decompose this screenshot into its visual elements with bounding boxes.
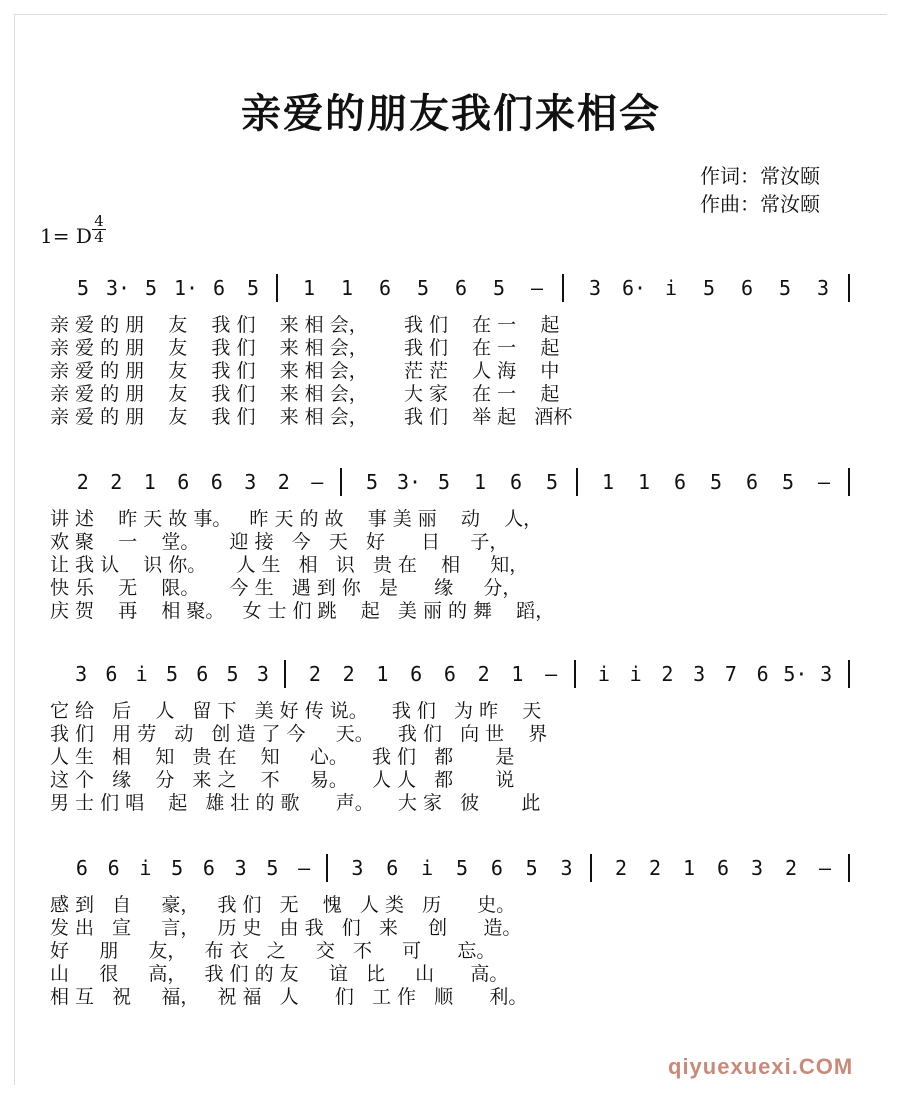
note: 3 bbox=[351, 856, 364, 880]
bar-line bbox=[848, 274, 850, 302]
note: 7 bbox=[724, 662, 737, 686]
note: 5 bbox=[709, 470, 723, 494]
note: 3 bbox=[75, 662, 88, 686]
note: 1 bbox=[143, 470, 156, 494]
note: 3· bbox=[106, 276, 131, 300]
lyric-line: 好 朋 友， 布 衣 之 交 不 可 忘。 bbox=[50, 940, 496, 962]
note: 6 bbox=[202, 856, 215, 880]
note: 5 bbox=[171, 856, 184, 880]
lyric-line: 亲 爱 的 朋 友 我 们 来 相 会， 我 们 举 起 酒杯 bbox=[50, 406, 573, 428]
note: 2 bbox=[648, 856, 662, 880]
note: 3 bbox=[560, 856, 573, 880]
note: 6 bbox=[443, 662, 456, 686]
note: 6 bbox=[210, 470, 223, 494]
note: 5 bbox=[525, 856, 538, 880]
note: 3 bbox=[693, 662, 706, 686]
lyric-line: 让 我 认 识 你。 人 生 相 识 贵 在 相 知， bbox=[50, 554, 529, 576]
note: 2 bbox=[614, 856, 628, 880]
note: 3 bbox=[816, 276, 830, 300]
note: 5 bbox=[165, 662, 179, 686]
note: i bbox=[139, 856, 152, 880]
note: 6 bbox=[745, 470, 759, 494]
note: 2 bbox=[784, 856, 798, 880]
bar-line bbox=[576, 468, 578, 496]
note: 5 bbox=[781, 470, 795, 494]
note: 1 bbox=[637, 470, 651, 494]
note: 6 bbox=[490, 856, 503, 880]
bar-line bbox=[276, 274, 278, 302]
note: 6 bbox=[105, 662, 118, 686]
note: 1 bbox=[302, 276, 316, 300]
note: — bbox=[298, 856, 311, 880]
lyric-line: 相 互 祝 福， 祝 福 人 们 工 作 顺 利。 bbox=[50, 986, 528, 1008]
note: 2 bbox=[342, 662, 355, 686]
time-signature-denominator: 4 bbox=[92, 229, 106, 245]
note: 5 bbox=[455, 856, 469, 880]
note: 1· bbox=[174, 276, 199, 300]
note: 5 bbox=[778, 276, 792, 300]
lyric-line: 它 给 后 人 留 下 美 好 传 说。 我 们 为 昨 天 bbox=[50, 700, 542, 722]
note: 5 bbox=[76, 276, 90, 300]
note: — bbox=[817, 470, 831, 494]
key-signature: 1= D bbox=[40, 224, 92, 248]
lyric-line: 男 士 们 唱 起 雄 壮 的 歌 声。 大 家 彼 此 bbox=[50, 792, 541, 814]
bar-line bbox=[590, 854, 592, 882]
note: 3 bbox=[244, 470, 257, 494]
note: 5 bbox=[266, 856, 279, 880]
note: 6 bbox=[410, 662, 423, 686]
lyric-line: 亲 爱 的 朋 友 我 们 来 相 会， 我 们 在 一 起 bbox=[50, 337, 560, 359]
lyric-line: 山 很 高， 我 们 的 友 谊 比 山 高。 bbox=[50, 963, 509, 985]
note: 1 bbox=[376, 662, 389, 686]
note: 6 bbox=[196, 662, 209, 686]
note: 3 bbox=[820, 662, 833, 686]
note: — bbox=[818, 856, 832, 880]
note: 6· bbox=[622, 276, 647, 300]
note: 1 bbox=[473, 470, 487, 494]
note: 6 bbox=[75, 856, 88, 880]
note: 5 bbox=[492, 276, 506, 300]
note: 6 bbox=[177, 470, 190, 494]
lyric-line: 这 个 缘 分 来 之 不 易。 人 人 都 说 bbox=[50, 769, 515, 791]
note: 3 bbox=[234, 856, 247, 880]
note: 5 bbox=[226, 662, 239, 686]
bar-line bbox=[848, 660, 850, 688]
note: 5 bbox=[246, 276, 260, 300]
note: 2 bbox=[110, 470, 123, 494]
lyricist-credit: 作词：常汝颐 bbox=[700, 164, 820, 188]
note: 6 bbox=[386, 856, 399, 880]
note: i bbox=[664, 276, 678, 300]
note: 5 bbox=[416, 276, 430, 300]
bar-line bbox=[284, 660, 286, 688]
note: 3 bbox=[588, 276, 602, 300]
lyric-line: 亲 爱 的 朋 友 我 们 来 相 会， 我 们 在 一 起 bbox=[50, 314, 560, 336]
note: 6 bbox=[107, 856, 120, 880]
note: 3 bbox=[256, 662, 269, 686]
bar-line bbox=[848, 854, 850, 882]
lyric-line: 发 出 宣 言， 历 史 由 我 们 来 创 造。 bbox=[50, 917, 522, 939]
note: — bbox=[545, 662, 558, 686]
note: i bbox=[597, 662, 610, 686]
note: 1 bbox=[601, 470, 615, 494]
note: 6 bbox=[509, 470, 523, 494]
note: 3· bbox=[397, 470, 422, 494]
bar-line bbox=[848, 468, 850, 496]
lyric-line: 欢 聚 一 堂。 迎 接 今 天 好 日 子， bbox=[50, 531, 509, 553]
lyric-line: 亲 爱 的 朋 友 我 们 来 相 会， 茫 茫 人 海 中 bbox=[50, 360, 560, 382]
note: 5 bbox=[365, 470, 379, 494]
note: 1 bbox=[511, 662, 524, 686]
note: i bbox=[421, 856, 434, 880]
note: 6 bbox=[716, 856, 730, 880]
note: 2 bbox=[308, 662, 321, 686]
note: 6 bbox=[673, 470, 687, 494]
note: i bbox=[135, 662, 148, 686]
note: 2 bbox=[277, 470, 290, 494]
song-title: 亲爱的朋友我们来相会 bbox=[241, 90, 661, 137]
lyric-line: 庆 贺 再 相 聚。 女 士 们 跳 起 美 丽 的 舞 蹈， bbox=[50, 600, 555, 622]
watermark: qiyuexuexi.COM bbox=[668, 1054, 854, 1079]
lyric-line: 我 们 用 劳 动 创 造 了 今 天。 我 们 向 世 界 bbox=[50, 723, 548, 745]
bar-line bbox=[562, 274, 564, 302]
bar-line bbox=[326, 854, 328, 882]
note: i bbox=[629, 662, 642, 686]
time-signature-numerator: 4 bbox=[94, 212, 104, 230]
bar-line bbox=[340, 468, 342, 496]
note: — bbox=[530, 276, 544, 300]
note: 3 bbox=[750, 856, 764, 880]
note: 2 bbox=[477, 662, 490, 686]
note: 1 bbox=[340, 276, 354, 300]
note: 5 bbox=[702, 276, 716, 300]
note: 2 bbox=[661, 662, 674, 686]
lyric-line: 讲 述 昨 天 故 事。 昨 天 的 故 事 美 丽 动 人， bbox=[50, 508, 543, 530]
note: 6 bbox=[378, 276, 392, 300]
note: 5 bbox=[437, 470, 451, 494]
note: 5 bbox=[545, 470, 559, 494]
note: 2 bbox=[76, 470, 89, 494]
lyric-line: 亲 爱 的 朋 友 我 们 来 相 会， 大 家 在 一 起 bbox=[50, 383, 560, 405]
lyric-line: 人 生 相 知 贵 在 知 心。 我 们 都 是 bbox=[50, 746, 515, 768]
note: 6 bbox=[756, 662, 769, 686]
note: 6 bbox=[454, 276, 468, 300]
lyric-line: 感 到 自 豪， 我 们 无 愧 人 类 历 史。 bbox=[50, 894, 516, 916]
note: 1 bbox=[682, 856, 696, 880]
lyric-line: 快 乐 无 限。 今 生 遇 到 你 是 缘 分， bbox=[50, 577, 522, 599]
note: 6 bbox=[212, 276, 226, 300]
composer-credit: 作曲：常汝颐 bbox=[700, 192, 820, 216]
note: — bbox=[311, 470, 324, 494]
note: 5· bbox=[783, 662, 808, 686]
note: 5 bbox=[144, 276, 158, 300]
bar-line bbox=[574, 660, 576, 688]
note: 6 bbox=[740, 276, 754, 300]
